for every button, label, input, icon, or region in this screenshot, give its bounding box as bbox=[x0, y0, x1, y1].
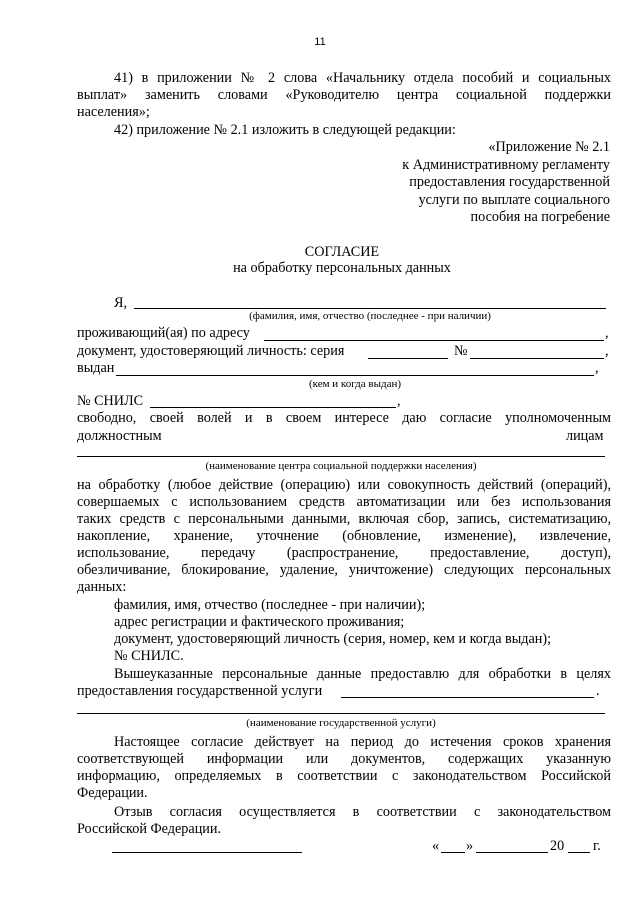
date-month-field-line[interactable] bbox=[476, 852, 548, 853]
item41-line1: 41) в приложении № 2 слова «Начальнику отдела пособий и социальных bbox=[114, 70, 611, 86]
snils-label: № СНИЛС bbox=[77, 393, 144, 409]
fio-caption: (фамилия, имя, отчество (последнее - при наличии) bbox=[249, 310, 491, 322]
service-caption: (наименование государственной услуги) bbox=[246, 717, 436, 729]
date-day-field-line[interactable] bbox=[441, 852, 465, 853]
doc-number-sign: № bbox=[454, 343, 468, 359]
date-year-suffix: г. bbox=[593, 838, 601, 854]
date-close-quote: » bbox=[466, 838, 474, 854]
issued-field-line[interactable] bbox=[116, 375, 594, 376]
processing-last-line: данных: bbox=[77, 579, 127, 595]
data-list-item: документ, удостоверяющий личность (серия, номер, кем и когда выдан); bbox=[114, 631, 552, 647]
processing-line: совершаемых с использованием средств автоматизации или без использования bbox=[77, 494, 611, 510]
consent-line1: свободно, своей волей и в своем интересе даю согласие уполномоченным bbox=[77, 410, 611, 426]
data-list-item: № СНИЛС. bbox=[114, 648, 184, 664]
page-number: 11 bbox=[314, 36, 326, 48]
processing-line: таких средств с персональными данными, включая сбор, запись, систематизацию, bbox=[77, 511, 611, 527]
signature-field-line[interactable] bbox=[112, 852, 302, 853]
i-label: Я, bbox=[114, 295, 128, 311]
processing-line: на обработку (любое действие (операцию) или совокупность действий (операций), bbox=[77, 477, 611, 493]
validity-line: соответствующей информации или документов, содержащих указанную bbox=[77, 751, 611, 767]
address-field-line[interactable] bbox=[264, 340, 604, 341]
purpose-line2: предоставления государственной услуги bbox=[77, 683, 323, 699]
consent-line2-right: лицам bbox=[566, 428, 604, 444]
item42-line: 42) приложение № 2.1 изложить в следующей редакции: bbox=[114, 122, 456, 138]
annex-header-line: пособия на погребение bbox=[470, 209, 610, 225]
processing-line: использование, передачу (распространение, предоставление, доступ), bbox=[77, 545, 611, 561]
item41-line3: населения»; bbox=[77, 104, 150, 120]
doc-comma: , bbox=[605, 343, 609, 359]
revoke-line1: Отзыв согласия осуществляется в соответствии с законодательством bbox=[114, 804, 611, 820]
annex-header-line: услуги по выплате социального bbox=[418, 192, 610, 208]
service-field-line-2[interactable] bbox=[77, 713, 605, 714]
doc-series-field-line[interactable] bbox=[368, 358, 448, 359]
annex-header-line: «Приложение № 2.1 bbox=[488, 139, 610, 155]
data-list-item: фамилия, имя, отчество (последнее - при наличии); bbox=[114, 597, 426, 613]
date-century: 20 bbox=[550, 838, 565, 854]
date-open-quote: « bbox=[432, 838, 440, 854]
purpose-line1: Вышеуказанные персональные данные предоставлю для обработки в целях bbox=[114, 666, 611, 682]
service-field-line[interactable] bbox=[341, 697, 594, 698]
center-field-line[interactable] bbox=[77, 456, 605, 457]
annex-header-line: к Административному регламенту bbox=[402, 157, 610, 173]
fio-field-line[interactable] bbox=[134, 308, 606, 309]
document-title: СОГЛАСИЕ bbox=[304, 244, 380, 260]
document-subtitle: на обработку персональных данных bbox=[233, 260, 451, 276]
snils-field-line[interactable] bbox=[150, 407, 396, 408]
address-label: проживающий(ая) по адресу bbox=[77, 325, 250, 341]
doc-number-field-line[interactable] bbox=[470, 358, 604, 359]
date-year-field-line[interactable] bbox=[568, 852, 590, 853]
consent-line2-left: должностным bbox=[77, 428, 162, 444]
annex-header-line: предоставления государственной bbox=[409, 174, 610, 190]
validity-line: Настоящее согласие действует на период до истечения сроков хранения bbox=[114, 734, 611, 750]
issued-comma: , bbox=[595, 360, 599, 376]
processing-line: обезличивание, блокирование, удаление, уничтожение) следующих персональных bbox=[77, 562, 611, 578]
address-comma: , bbox=[605, 325, 609, 341]
center-caption: (наименование центра социальной поддержки населения) bbox=[205, 460, 477, 472]
snils-comma: , bbox=[397, 393, 401, 409]
doc-label: документ, удостоверяющий личность: серия bbox=[77, 343, 345, 359]
validity-line: информацию, определяемых в соответствии с законодательством Российской bbox=[77, 768, 611, 784]
issued-label: выдан bbox=[77, 360, 115, 376]
processing-line: накопление, хранение, уточнение (обновление, изменение), извлечение, bbox=[77, 528, 611, 544]
item41-line2: выплат» заменить словами «Руководителю центра социальной поддержки bbox=[77, 87, 611, 103]
validity-last-line: Федерации. bbox=[77, 785, 148, 801]
issued-caption: (кем и когда выдан) bbox=[308, 378, 402, 390]
revoke-line2: Российской Федерации. bbox=[77, 821, 222, 837]
purpose-period: . bbox=[596, 683, 600, 699]
data-list-item: адрес регистрации и фактического проживания; bbox=[114, 614, 405, 630]
